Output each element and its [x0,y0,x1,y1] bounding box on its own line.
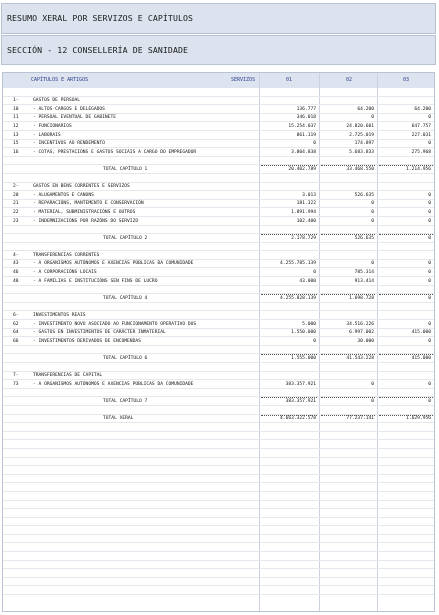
header-service-01: 01 [286,77,293,83]
row-label: - MATERIAL, SUBMINISTRACIÓNS E OUTROS [33,209,136,215]
blank-row [3,423,434,432]
value-service-03: 0 [428,270,431,276]
row-code: 64 [13,330,19,336]
blank-row [3,286,434,295]
section-title-bar [1,35,436,65]
blank-row [3,518,434,527]
value-service-02: 174.897 [354,141,374,147]
total-label: TOTAL XERAL [103,416,134,422]
row-code: 13 [13,132,19,138]
value-service-02: 0 [371,381,374,387]
row-code: 20 [13,192,19,198]
subtotal-dotted-line [379,415,433,417]
value-service-02: 41.543.228 [346,356,374,361]
report-title: RESUMO XERAL POR SERVIZOS E CAPÍTULOS [7,13,194,23]
row-code: 46 [13,270,19,276]
report-title-bar [1,3,436,34]
row-label: TRANSFERENCIAS DE CAPITAL [33,373,103,379]
value-service-01: 2.178.729 [291,235,316,241]
blank-row [3,406,434,415]
value-service-01: 4.255.828.139 [280,295,316,301]
value-service-01: 136.777 [296,106,316,112]
table-row [3,260,434,269]
row-code: 73 [13,381,19,387]
blank-row [3,88,434,97]
row-code: 15 [13,141,19,147]
subtotal-dotted-line [261,397,317,399]
row-code: 62 [13,321,19,327]
value-service-03: 1.214.956 [406,166,431,172]
value-service-03: 0 [428,192,431,198]
blank-row [3,492,434,501]
table-row [3,320,434,329]
value-service-01: 20.402.789 [288,166,316,172]
value-service-02: 0 [371,201,374,207]
row-code: 21 [13,201,19,207]
blank-row [3,174,434,183]
value-service-02: 64.200 [357,106,374,112]
row-label: - INCENTIVOS AO RENDEMENTO [33,141,105,147]
subtotal-dotted-line [321,294,375,296]
value-service-03: 0 [428,338,431,344]
row-label: - A ORGANISMOS AUTÓNOMOS E AXENCIAS PÚBLICAS DA COMUNIDADE [33,381,194,387]
row-label: - A ORGANISMOS AUTÓNOMOS E AXENCIAS PÚBLICAS DA COMUNIDADE [33,261,194,267]
chapter-total-row [3,234,434,243]
value-service-02: 5.683.833 [349,149,374,155]
row-label: - A CORPORACIÓNS LOCAIS [33,270,97,276]
table-row [3,208,434,217]
value-service-01: 383.357.921 [285,398,316,404]
blank-row [3,440,434,449]
row-label: - LABORAIS [33,132,61,138]
value-service-03: 0 [428,201,431,207]
row-code: 22 [13,209,19,215]
value-service-01: 346.018 [296,115,316,121]
blank-row [3,535,434,544]
value-service-01: 0 [313,270,316,276]
blank-row [3,243,434,252]
subtotal-dotted-line [379,165,433,167]
chapter-total-row [3,397,434,406]
blank-row [3,449,434,458]
value-service-01: 383.357.921 [285,381,316,387]
value-service-02: 24.820.601 [346,123,374,129]
row-label: TRANSFERENCIAS CORRENTES [33,252,100,258]
table-row [3,122,434,131]
value-service-02: 0 [371,261,374,267]
value-service-03: 647.757 [411,123,431,129]
table-row [3,217,434,226]
table-row [3,329,434,338]
value-service-02: 77.237.141 [346,416,374,422]
table-row [3,268,434,277]
row-label: - ALUGAMENTOS E CANONS [33,192,94,198]
value-service-02: 0 [371,398,374,404]
total-label: TOTAL CAPÍTULO 1 [103,166,148,172]
value-service-03: 0 [428,398,431,404]
subtotal-dotted-line [261,354,317,356]
row-code: 23 [13,218,19,224]
blank-row [3,346,434,355]
value-service-02: 1.698.728 [349,295,374,301]
table-row [3,277,434,286]
row-label: - ALTOS CARGOS E DELEGADOS [33,106,105,112]
value-service-03: 1.629.956 [406,416,431,422]
table-row [3,380,434,389]
subtotal-dotted-line [379,397,433,399]
value-service-02: 785.314 [354,270,374,276]
blank-row [3,483,434,492]
value-service-03: 0 [428,295,431,301]
value-service-03: 0 [428,235,431,241]
row-code: 12 [13,123,19,129]
row-label: - INVESTIMENTOS DERIVADOS DE ENCOMENDAS [33,338,141,344]
table-row [3,200,434,209]
value-service-02: 2.725.019 [349,132,374,138]
row-label: - FUNCIONARIOS [33,123,72,129]
total-label: TOTAL CAPÍTULO 4 [103,295,148,301]
blank-row [3,586,434,595]
blank-row [3,363,434,372]
subtotal-dotted-line [321,234,375,236]
blank-row [3,466,434,475]
row-label: - GASTOS EN INVESTIMENTOS DE CARÁCTER INMATERIAL [33,330,166,336]
value-service-01: 181.322 [296,201,316,207]
value-service-01: 15.254.037 [288,123,316,129]
table-row [3,140,434,149]
row-code: 4- [13,252,19,258]
value-service-02: 30.000 [357,338,374,344]
row-label: - INVESTIMENTO NOVO ASOCIADO AO FUNCIONAMENTO OPERATIVO DOS [33,321,197,327]
budget-table [2,72,435,612]
row-label: - COTAS, PRESTACIÓNS E GASTOS SOCIAIS A CARGO DO EMPREGADOR [33,149,197,155]
blank-row [3,543,434,552]
blank-row [3,157,434,166]
chapter-heading-row [3,183,434,192]
subtotal-dotted-line [261,294,317,296]
value-service-01: 3.804.838 [291,149,316,155]
value-service-03: 0 [428,115,431,121]
table-row [3,337,434,346]
blank-row [3,458,434,467]
subtotal-dotted-line [321,415,375,417]
value-service-01: 102.400 [296,218,316,224]
value-service-01: 4.663.322.578 [280,416,316,422]
blank-row [3,561,434,570]
blank-row [3,226,434,235]
row-code: 11 [13,115,19,121]
row-code: 43 [13,261,19,267]
value-service-01: 4.255.785.139 [280,261,316,267]
value-service-01: 1.891.994 [291,209,316,215]
header-service-03: 03 [403,77,410,83]
chapter-total-row [3,165,434,174]
blank-row [3,389,434,398]
row-code: 66 [13,338,19,344]
table-row [3,114,434,123]
value-service-01: 3.013 [302,192,316,198]
value-service-03: 415.000 [411,356,431,361]
row-code: 1- [13,98,19,104]
row-label: INVESTIMENTOS REAIS [33,313,86,319]
value-service-02: 34.516.226 [346,321,374,327]
chapter-heading-row [3,372,434,381]
value-service-02: 0 [371,218,374,224]
row-code: 6- [13,313,19,319]
value-service-03: 0 [428,261,431,267]
row-label: - PERSOAL EVENTUAL DE GABINETE [33,115,116,121]
chapter-heading-row [3,97,434,106]
value-service-03: 0 [428,278,431,284]
value-service-01: 0 [313,338,316,344]
value-service-02: 526.635 [354,192,374,198]
value-service-01: 1.555.000 [291,356,316,361]
row-code: 2- [13,184,19,190]
blank-row [3,475,434,484]
value-service-02: 0 [371,115,374,121]
chapter-total-row [3,294,434,303]
section-title: SECCIÓN - 12 CONSELLERÍA DE SANIDADE [7,45,189,55]
value-service-01: 1.550.000 [291,330,316,336]
value-service-01: 43.000 [299,278,316,284]
subtotal-dotted-line [321,397,375,399]
total-label: TOTAL CAPÍTULO 7 [103,398,148,404]
total-label: TOTAL CAPÍTULO 2 [103,235,148,241]
value-service-03: 415.000 [411,330,431,336]
row-label: GASTOS DE PERSOAL [33,98,81,104]
value-service-01: 0 [313,141,316,147]
blank-row [3,303,434,312]
value-service-03: 0 [428,141,431,147]
blank-row [3,569,434,578]
value-service-02: 913.414 [354,278,374,284]
row-label: - A FAMILIAS E INSTITUCIÓNS SEN FINS DE LUCRO [33,278,158,284]
value-service-03: 0 [428,321,431,327]
blank-row [3,526,434,535]
total-label: TOTAL CAPÍTULO 6 [103,356,148,361]
chapter-total-row [3,354,434,363]
header-services: SERVIZOS [231,77,256,83]
table-row [3,148,434,157]
chapter-heading-row [3,251,434,260]
subtotal-dotted-line [261,415,317,417]
grand-total-row [3,415,434,424]
header-service-02: 02 [346,77,353,83]
value-service-02: 0 [371,209,374,215]
table-header [3,73,434,88]
subtotal-dotted-line [379,234,433,236]
table-row [3,191,434,200]
value-service-03: 275.968 [411,149,431,155]
value-service-01: 5.000 [302,321,316,327]
blank-row [3,501,434,510]
value-service-03: 0 [428,218,431,224]
row-code: 10 [13,106,19,112]
value-service-03: 64.200 [414,106,431,112]
subtotal-dotted-line [261,165,317,167]
subtotal-dotted-line [379,294,433,296]
blank-row [3,552,434,561]
chapter-heading-row [3,311,434,320]
subtotal-dotted-line [261,234,317,236]
blank-row [3,509,434,518]
value-service-02: 6.997.002 [349,330,374,336]
blank-row [3,432,434,441]
value-service-03: 227.031 [411,132,431,138]
value-service-03: 0 [428,209,431,215]
header-chapters: CAPÍTULOS E ARTIGOS [31,77,89,83]
table-body [3,88,434,595]
row-label: - INDEMNIZACIÓNS POR RAZÓNS DO SERVIZO [33,218,139,224]
row-code: 48 [13,278,19,284]
row-label: GASTOS EN BENS CORRENTES E SERVIZOS [33,184,130,190]
subtotal-dotted-line [321,165,375,167]
value-service-02: 526.635 [354,235,374,241]
subtotal-dotted-line [379,354,433,356]
blank-row [3,578,434,587]
subtotal-dotted-line [321,354,375,356]
value-service-03: 0 [428,381,431,387]
row-code: 16 [13,149,19,155]
row-code: 7- [13,373,19,379]
row-label: - REPARACIÓNS, MANTEMENTO E CONSERVACIÓN [33,201,144,207]
table-row [3,105,434,114]
table-row [3,131,434,140]
value-service-01: 861.119 [296,132,316,138]
value-service-02: 33.468.550 [346,166,374,172]
